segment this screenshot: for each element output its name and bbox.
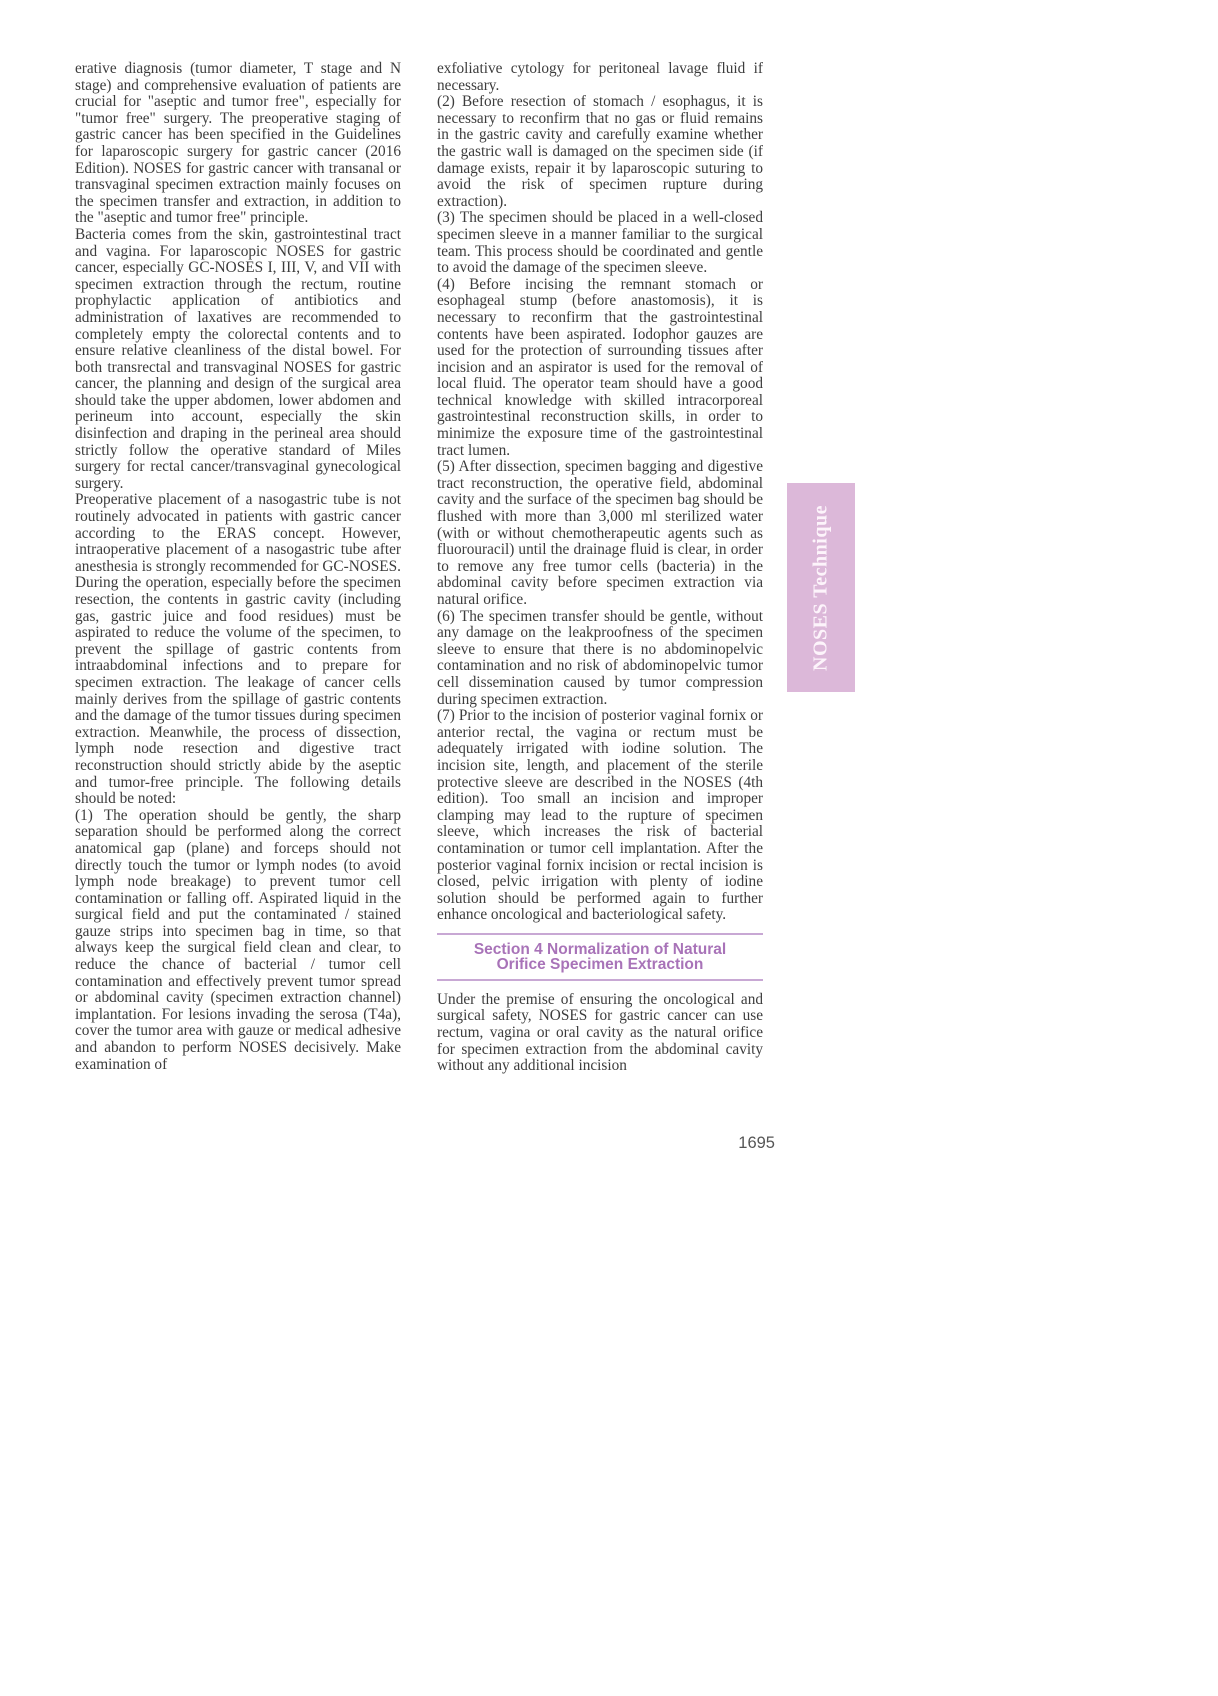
- chapter-side-tab-label: NOSES Technique: [809, 504, 832, 671]
- body-paragraph: (7) Prior to the incision of posterior vaginal fornix or anterior rectal, the vagina or rectum must be adequately irrigated with iodine solution. The incision site, length, and placement of the sterile protective sleeve are described in the NOSES (4th edition). Too small an incision and improper clamping may lead to the rupture of specimen sleeve, which increases the risk of bacterial contamination or tumor cell implantation. After the posterior vaginal fornix incision or rectal incision is closed, pelvic irrigation with plenty of iodine solution should be performed again to further enhance oncological and bacteriological safety.: [437, 707, 763, 924]
- chapter-side-tab: [787, 483, 855, 692]
- text-column-left: [75, 61, 401, 1073]
- body-paragraph: (4) Before incising the remnant stomach or esophageal stump (before anastomosis), it is necessary to reconfirm that the gastrointestinal contents have been aspirated. Iodophor gauzes are used for the protection of surrounding tissues after incision and an aspirator is used for the removal of local fluid. The operator team should have a good technical knowledge with skilled intracorporeal gastrointestinal reconstruction skills, in order to minimize the exposure time of the gastrointestinal tract lumen.: [437, 275, 763, 459]
- body-paragraph: (2) Before resection of stomach / esophagus, it is necessary to reconfirm that no gas or fluid remains in the gastric cavity and carefully examine whether the gastric wall is damaged on the specimen side (if damage exists, repair it by laparoscopic suturing to avoid the risk of specimen rupture during extraction).: [437, 93, 763, 210]
- heading-rule-bottom: [437, 979, 763, 981]
- body-paragraph: exfoliative cytology for peritoneal lavage fluid if necessary.: [437, 60, 763, 94]
- section-heading: [437, 933, 763, 981]
- body-paragraph: erative diagnosis (tumor diameter, T stage and N stage) and comprehensive evaluation of patients are crucial for "aseptic and tumor free", especially for "tumor free" surgery. The preoperative staging of gastric cancer has been specified in the Guidelines for laparoscopic surgery for gastric cancer (2016 Edition). NOSES for gastric cancer with transanal or transvaginal specimen extraction mainly focuses on the specimen transfer and extraction, in addition to the "aseptic and tumor free" principle.: [75, 60, 401, 227]
- body-paragraph: (6) The specimen transfer should be gentle, without any damage on the leakproofness of the specimen sleeve to ensure that there is no abdominopelvic contamination and no risk of abdominopelvic tumor cell dissemination caused by tumor compression during specimen extraction.: [437, 607, 763, 708]
- section-heading-title: [437, 935, 763, 979]
- section-heading-line2: Orifice Specimen Extraction: [496, 956, 704, 974]
- body-paragraph: Bacteria comes from the skin, gastrointestinal tract and vagina. For laparoscopic NOSES for gastric cancer, especially GC-NOSES I, III, V, and VII with specimen extraction through the rectum, routine prophylactic application of antibiotics and administration of laxatives are recommended to completely empty the colorectal contents and to ensure relative cleanliness of the distal bowel. For both transrectal and transvaginal NOSES for gastric cancer, the planning and design of the surgical area should take the upper abdomen, lower abdomen and perineum into account, especially the skin disinfection and draping in the perineal area should strictly follow the operative standard of Miles surgery for rectal cancer/transvaginal gynecological surgery.: [75, 225, 401, 492]
- body-paragraph: (5) After dissection, specimen bagging and digestive tract reconstruction, the operative field, abdominal cavity and the surface of the specimen bag should be flushed with more than 3,000 ml sterilized water (with or without chemotherapeutic agents such as fluorouracil) until the drainage fluid is clear, in order to remove any free tumor cells (bacteria) in the abdominal cavity before specimen extraction via natural orifice.: [437, 458, 763, 608]
- body-paragraph: (3) The specimen should be placed in a well-closed specimen sleeve in a manner familiar to the surgical team. This process should be coordinated and gentle to avoid the damage of the specimen sleeve.: [437, 209, 763, 277]
- section-heading-line1: Section 4 Normalization of Natural: [473, 940, 727, 958]
- body-paragraph: Preoperative placement of a nasogastric tube is not routinely advocated in patients with gastric cancer according to the ERAS concept. However, intraoperative placement of a nasogastric tube after anesthesia is strongly recommended for GC-NOSES. During the operation, especially before the specimen resection, the contents in gastric cavity (including gas, gastric juice and food residues) must be aspirated to reduce the volume of the specimen, to prevent the spillage of gastric contents from intraabdominal infections and to prepare for specimen extraction. The leakage of cancer cells mainly derives from the spillage of gastric contents and the damage of the tumor tissues during specimen extraction. Meanwhile, the process of dissection, lymph node resection and digestive tract reconstruction should strictly abide by the aseptic and tumor-free principle. The following details should be noted:: [75, 491, 401, 808]
- page-number: 1695: [738, 1134, 775, 1152]
- body-paragraph: (1) The operation should be gently, the sharp separation should be performed along the correct anatomical gap (plane) and forceps should not directly touch the tumor or lymph nodes (to avoid lymph node breakage) to prevent tumor cell contamination or falling off. Aspirated liquid in the surgical field and put the contaminated / stained gauze strips into specimen bag in time, so that always keep the surgical field clean and clear, to reduce the chance of bacterial / tumor cell contamination and effectively prevent tumor spread or abdominal cavity (specimen extraction channel) implantation. For lesions invading the serosa (T4a), cover the tumor area with gauze or medical adhesive and abandon to perform NOSES decisively. Make examination of: [75, 806, 401, 1073]
- text-column-right: [437, 61, 763, 1075]
- body-paragraph: Under the premise of ensuring the oncological and surgical safety, NOSES for gastric cancer can use rectum, vagina or oral cavity as the natural orifice for specimen extraction from the abdominal cavity without any additional incision: [437, 990, 763, 1075]
